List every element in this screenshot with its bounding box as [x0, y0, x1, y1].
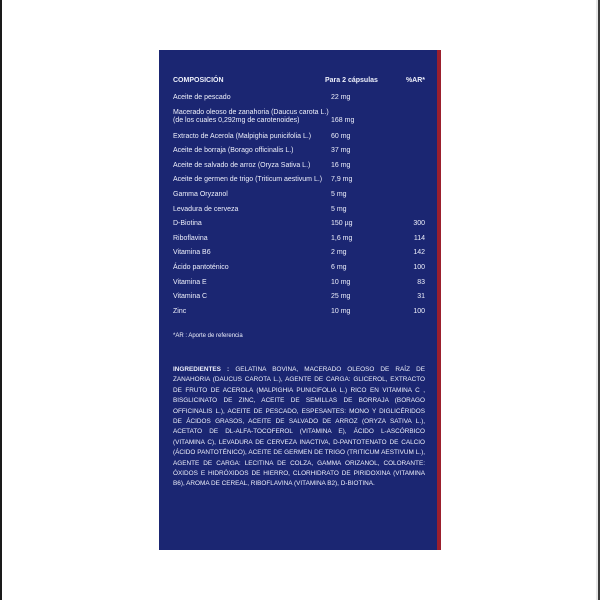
nutrient-amount: 5 mg [331, 190, 347, 198]
nutrient-amount: 37 mg [331, 147, 351, 155]
composition-row [173, 147, 429, 162]
red-edge [437, 50, 441, 550]
nutrient-amount: 168 mg [331, 116, 355, 124]
nutrient-name: Ácido pantoténico [173, 263, 229, 271]
nutrient-ar: 100 [413, 263, 425, 271]
composition-rows [173, 94, 429, 322]
nutrient-ar: 114 [413, 234, 425, 242]
nutrient-amount: 10 mg [331, 278, 351, 286]
left-border [0, 0, 2, 600]
nutrient-name: Gamma Oryzanol [173, 190, 228, 198]
nutrient-amount: 6 mg [331, 263, 347, 271]
nutrient-name: Levadura de cerveza [173, 205, 239, 213]
nutrient-name: Aceite de pescado [173, 94, 231, 101]
composition-row [173, 191, 429, 206]
nutrient-ar: 142 [413, 249, 425, 257]
composition-row [173, 293, 429, 308]
nutrient-name: Macerado oleoso de zanahoria (Daucus carota L.) [173, 108, 329, 116]
composition-row [173, 162, 429, 177]
composition-row [173, 249, 429, 264]
nutrient-name: Riboflavina [173, 234, 208, 242]
nutrient-name: Aceite de salvado de arroz (Oryza Sativa L.) [173, 161, 311, 169]
composition-row [173, 176, 429, 191]
nutrient-name: D-Biotina [173, 220, 202, 228]
nutrient-amount: 25 mg [331, 293, 351, 301]
ingredients-label: INGREDIENTES : [173, 366, 230, 373]
nutrient-name: Aceite de borraja (Borago officinalis L.) [173, 147, 294, 155]
composition-row [173, 109, 429, 133]
nutrient-amount: 10 mg [331, 307, 351, 315]
composition-row [173, 264, 429, 279]
composition-table [173, 77, 429, 322]
ingredients-block [173, 365, 425, 490]
composition-row [173, 94, 429, 109]
nutrient-amount: 1,6 mg [331, 234, 353, 242]
composition-row [173, 279, 429, 294]
nutrient-name: Zinc [173, 307, 187, 315]
ingredients-text: GELATINA BOVINA, MACERADO OLEOSO DE RAÍZ DE ZANAHORIA (DAUCUS CAROTA L.), AGENTE DE CARGA: GLICEROL, EXTRACTO DE FRUTO DE ACEROLA (MALPIGHIA PUNICIFOLIA L.) RICO EN VITAMINA C , BISGLICINATO DE ZINC, ACEITE DE SEMILLAS DE BORRAJA (BORAGO OFFICINALIS L.), ACEITE DE PESCADO, ESPESANTES: MONO Y DIGLICÉRIDOS DE ÁCIDOS GRASOS, ACEITE DE SALVADO DE ARROZ (ORYZA SATIVA L.), ACETATO DE DL-ALFA-TOCOFEROL (VITAMINA E), ÁCIDO L-ASCÓRBICO (VITAMINA C), LEVADURA DE CERVEZA INACTIVA, D-PANTOTENATO DE CALCIO (ÁCIDO PANTOTÉNICO), ACEITE DE GERMEN DE TRIGO (TRITICUM AESTIVUM L.), AGENTE DE CARGA: LECITINA DE COLZA, GAMMA ORIZANOL, COLORANTE: ÓXIDOS E HIDRÓXIDOS DE HIERRO, CLORHIDRATO DE PIRIDOXINA (VITAMINA B6), AROMA DE CEREAL, RIBOFLAVINA (VITAMINA B2), D-BIOTINA. [173, 366, 425, 488]
nutrient-amount: 60 mg [331, 132, 351, 140]
nutrient-ar: 83 [417, 278, 425, 286]
nutrient-amount: 5 mg [331, 205, 347, 213]
nutrient-name: Vitamina E [173, 278, 207, 286]
nutrient-ar: 31 [417, 293, 425, 301]
composition-row [173, 220, 429, 235]
nutrient-name: Vitamina C [173, 293, 208, 301]
nutrient-name: Extracto de Acerola (Malpighia punicifolia L.) [173, 132, 312, 140]
ar-header: %AR* [405, 77, 425, 84]
nutrient-name: Aceite de germen de trigo (Triticum aestivum L.) [173, 176, 323, 184]
nutrient-amount: 2 mg [331, 249, 347, 257]
composition-title: COMPOSICIÓN [173, 77, 224, 84]
composition-header [173, 77, 429, 94]
composition-row [173, 133, 429, 148]
nutrient-ar: 100 [413, 307, 425, 315]
composition-row [173, 308, 429, 323]
nutrient-amount: 7,9 mg [331, 176, 353, 184]
nutrient-amount: 22 mg [331, 94, 351, 101]
nutrient-amount: 16 mg [331, 161, 351, 169]
ar-footnote: *AR : Aporte de referencia [173, 333, 243, 339]
nutrient-name-line2: (de los cuales 0,292mg de carotenoides) [173, 116, 300, 124]
nutrient-name: Vitamina B6 [173, 249, 211, 257]
amount-header: Para 2 cápsulas [325, 77, 378, 84]
label-panel [159, 50, 437, 550]
nutrient-amount: 150 µg [331, 220, 353, 228]
composition-row [173, 235, 429, 250]
composition-row [173, 206, 429, 221]
nutrient-ar: 300 [413, 220, 425, 228]
